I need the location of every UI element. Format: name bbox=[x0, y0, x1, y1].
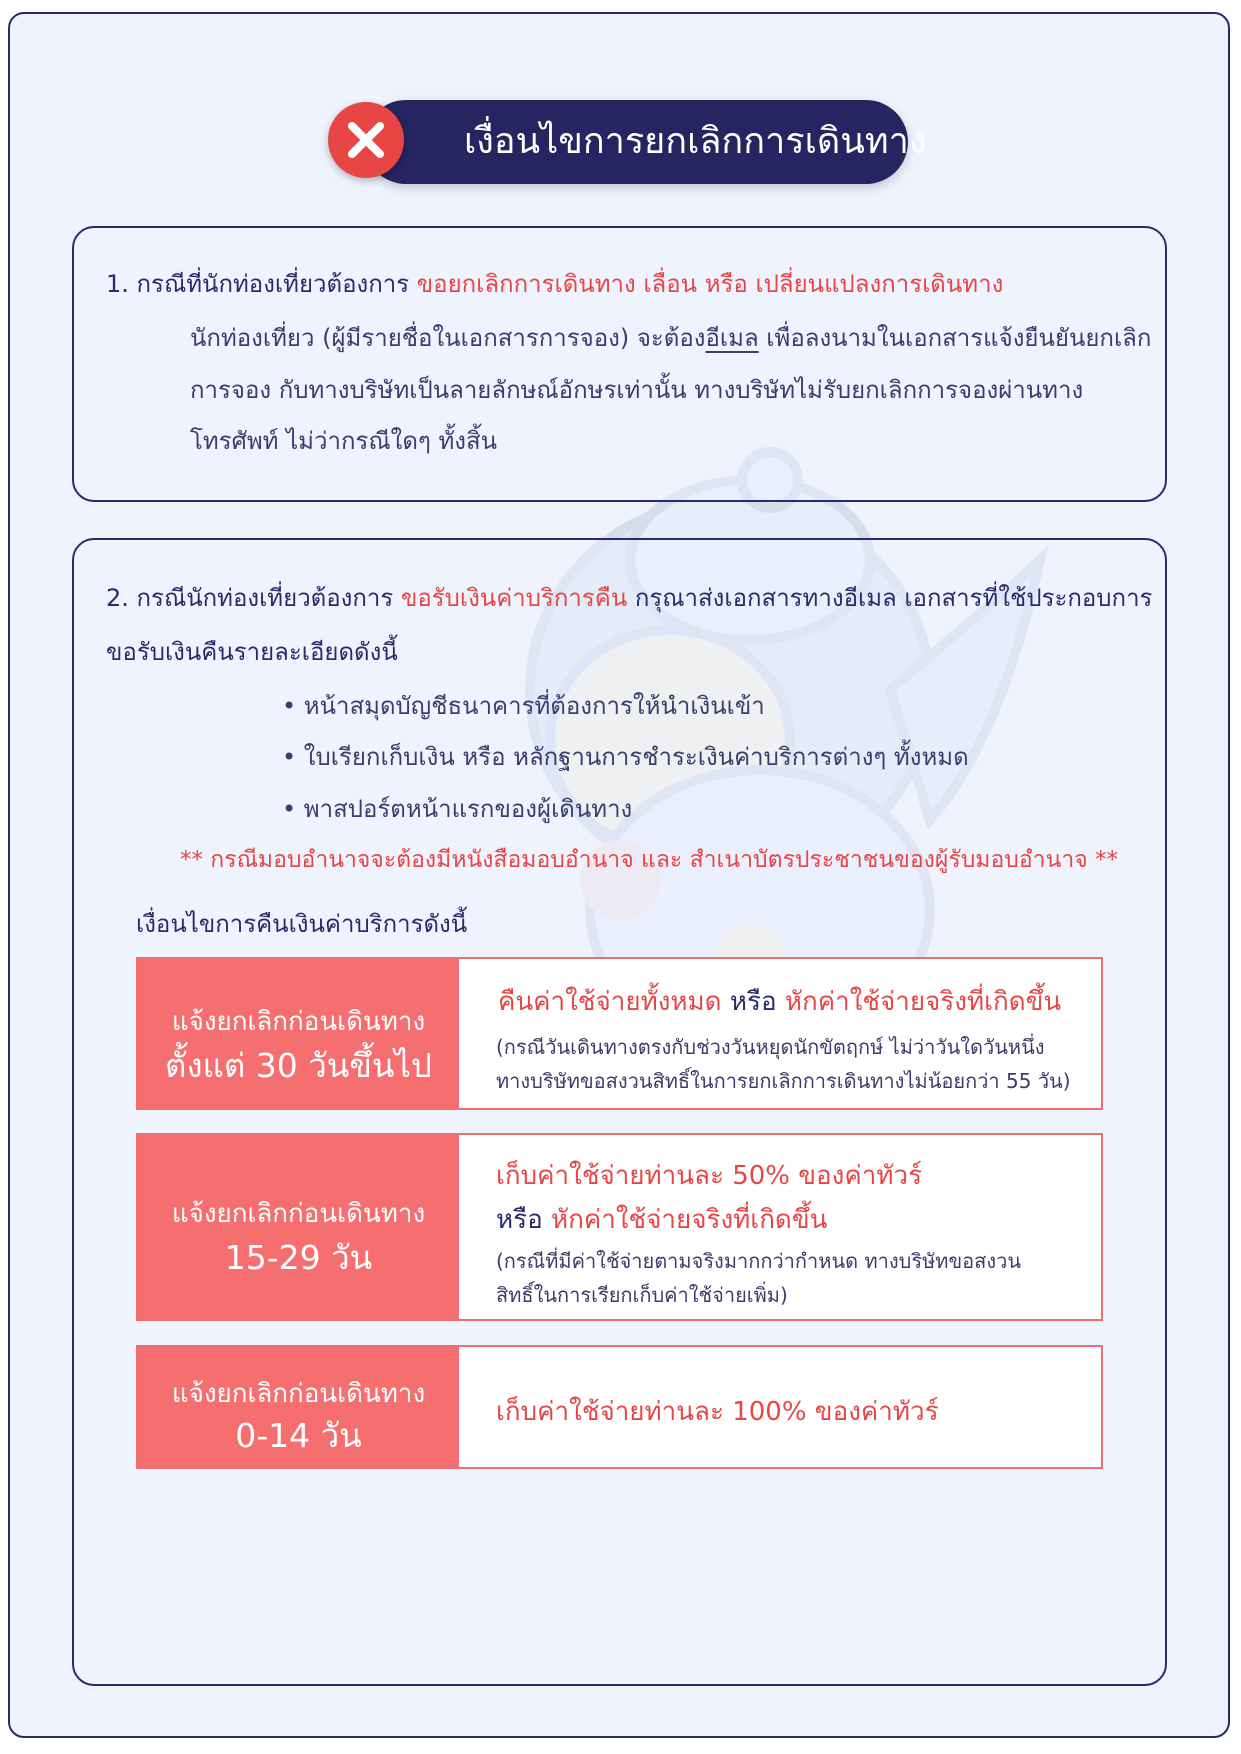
section2-heading bbox=[106, 578, 1152, 617]
document-list-item bbox=[282, 737, 969, 776]
section1-line-3: โทรศัพท์ ไม่ว่ากรณีใดๆ ทั้งสิ้น bbox=[190, 427, 498, 455]
close-icon bbox=[328, 102, 404, 178]
section1-line-1 bbox=[190, 318, 1151, 357]
refund-row-period-days: ตั้งแต่ 30 วันขึ้นไป bbox=[165, 1046, 432, 1085]
refund-row-period-days: 0-14 วัน bbox=[235, 1416, 362, 1455]
section2-heading-suffix: กรุณาส่งเอกสารทางอีเมล เอกสารที่ใช้ประกอบการ bbox=[627, 584, 1153, 612]
section1-line-1a: นักท่องเที่ยว (ผู้มีรายชื่อในเอกสารการจอง) จะต้อง bbox=[190, 324, 706, 352]
section2-heading-highlight: ขอรับเงินค่าบริการคืน bbox=[400, 584, 628, 612]
section1-heading-prefix: 1. กรณีที่นักท่องเที่ยวต้องการ bbox=[106, 270, 410, 298]
section2-heading-prefix: 2. กรณีนักท่องเที่ยวต้องการ bbox=[106, 584, 394, 612]
section1-heading bbox=[106, 264, 1003, 303]
refund-row-period-label: แจ้งยกเลิกก่อนเดินทาง bbox=[171, 1199, 426, 1229]
section1-line-2: การจอง กับทางบริษัทเป็นลายลักษณ์อักษรเท่านั้น ทางบริษัทไม่รับยกเลิกการจองผ่านทาง bbox=[190, 376, 1084, 404]
bullet-icon: • bbox=[282, 795, 297, 823]
refund-policy-or-actual bbox=[496, 1199, 827, 1240]
document-item-text: พาสปอร์ตหน้าแรกของผู้เดินทาง bbox=[303, 795, 633, 823]
refund-row-15-29-days bbox=[136, 1133, 1103, 1321]
refund-row-note-2: สิทธิ์ในการเรียกเก็บค่าใช้จ่ายเพิ่ม) bbox=[496, 1283, 788, 1307]
refund-row-note-1: (กรณีวันเดินทางตรงกับช่วงวันหยุดนักขัตฤกษ์ ไม่ว่าวันใดวันหนึ่ง bbox=[496, 1035, 1045, 1059]
refund-row-period-label: แจ้งยกเลิกก่อนเดินทาง bbox=[171, 1007, 426, 1037]
refund-row-policy bbox=[498, 981, 1061, 1022]
refund-policy-or: หรือ bbox=[721, 987, 785, 1017]
refund-row-period bbox=[138, 1347, 459, 1467]
refund-policy-full: คืนค่าใช้จ่ายทั้งหมด bbox=[498, 987, 722, 1017]
power-of-attorney-note: ** กรณีมอบอำนาจจะต้องมีหนังสือมอบอำนาจ และ สำเนาบัตรประชาชนของผู้รับมอบอำนาจ ** bbox=[180, 847, 1119, 873]
refund-policy-actual: หักค่าใช้จ่ายจริงที่เกิดขึ้น bbox=[784, 987, 1062, 1017]
refund-row-30-days bbox=[136, 957, 1103, 1110]
document-item-text: ใบเรียกเก็บเงิน หรือ หลักฐานการชำระเงินค่าบริการต่างๆ ทั้งหมด bbox=[303, 743, 969, 771]
refund-row-period bbox=[138, 959, 459, 1108]
refund-row-note-2: ทางบริษัทขอสงวนสิทธิ์ในการยกเลิกการเดินทางไม่น้อยกว่า 55 วัน) bbox=[496, 1069, 1071, 1093]
title-banner bbox=[328, 98, 927, 186]
bullet-icon: • bbox=[282, 692, 297, 720]
page-title: เงื่อนไขการยกเลิกการเดินทาง bbox=[464, 121, 927, 162]
section1-line-1b: เพื่อลงนามในเอกสารแจ้งยืนยันยกเลิก bbox=[758, 324, 1152, 352]
email-underlined: อีเมล bbox=[705, 324, 759, 352]
section2-heading-line-2: ขอรับเงินคืนรายละเอียดดังนี้ bbox=[106, 638, 398, 666]
refund-row-period-label: แจ้งยกเลิกก่อนเดินทาง bbox=[171, 1379, 426, 1409]
refund-policy-actual: หักค่าใช้จ่ายจริงที่เกิดขึ้น bbox=[550, 1205, 828, 1235]
section1-heading-highlight: ขอยกเลิกการเดินทาง เลื่อน หรือ เปลี่ยนแปลงการเดินทาง bbox=[416, 270, 1004, 298]
refund-row-note-1: (กรณีที่มีค่าใช้จ่ายตามจริงมากกว่ากำหนด ทางบริษัทขอสงวน bbox=[496, 1249, 1021, 1273]
refund-policy-or: หรือ bbox=[496, 1205, 551, 1235]
refund-policy-100: เก็บค่าใช้จ่ายท่านละ 100% ของค่าทัวร์ bbox=[496, 1397, 939, 1427]
refund-row-period bbox=[138, 1135, 459, 1319]
bullet-icon: • bbox=[282, 743, 297, 771]
title-pill bbox=[364, 100, 927, 184]
document-item-text: หน้าสมุดบัญชีธนาคารที่ต้องการให้นำเงินเข้า bbox=[303, 692, 765, 720]
refund-conditions-heading: เงื่อนไขการคืนเงินค่าบริการดังนี้ bbox=[136, 910, 468, 938]
refund-row-0-14-days bbox=[136, 1345, 1103, 1469]
refund-row-period-days: 15-29 วัน bbox=[224, 1238, 373, 1277]
document-list-item bbox=[282, 686, 765, 725]
refund-policy-50: เก็บค่าใช้จ่ายท่านละ 50% ของค่าทัวร์ bbox=[496, 1161, 923, 1191]
document-list-item bbox=[282, 789, 632, 828]
